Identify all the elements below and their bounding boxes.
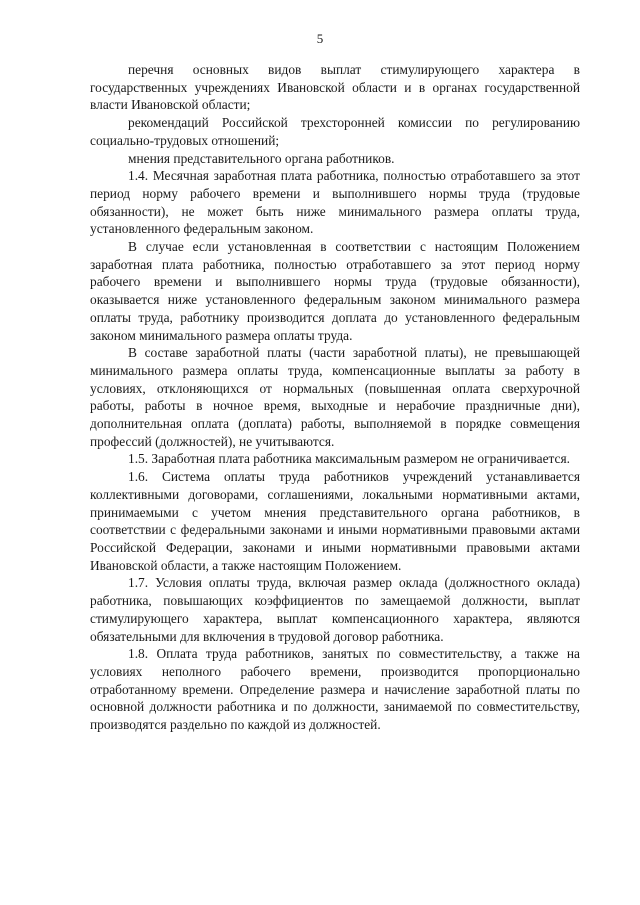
- page-number: 5: [316, 31, 324, 46]
- paragraph: В составе заработной платы (части заработной платы), не превышающей минимального размера оплаты труда, компенсационные выплаты за работу в условиях, отклоняющихся от нормальных (повышенная оплата сверхурочной работы, работы в ночное время, выходные и нерабочие праздничные дни), дополнительная оплата (доплата) работы, выполняемой в порядке совмещения профессий (должностей), не учитываются.: [90, 345, 580, 449]
- paragraph: мнения представительного органа работников.: [128, 150, 395, 166]
- paragraph: 1.8. Оплата труда работников, занятых по совместительству, а также на условиях неполного рабочего времени, производится пропорционально отработанному времени. Определение размера и начисление заработной платы по основной должности работника и по должности, занимаемой по совместительству, производятся раздельно по каждой из должностей.: [90, 646, 580, 733]
- paragraph: 1.6. Система оплаты труда работников учреждений устанавливается коллективными договорами, соглашениями, локальными нормативными актами, принимаемыми с учетом мнения представительного органа работников, в соответствии с федеральными законами и иными нормативными правовыми актами Российской Федерации, законами и иными нормативными правовыми актами Ивановской области, а также настоящим Положением.: [90, 469, 580, 573]
- paragraph: 1.5. Заработная плата работника максимальным размером не ограничивается.: [128, 451, 570, 467]
- paragraph: 1.4. Месячная заработная плата работника, полностью отработавшего за этот период норму рабочего времени и выполнившего нормы труда (трудовые обязанности), не может быть ниже минимального размера оплаты труда, установленного федеральным законом.: [90, 168, 580, 237]
- paragraph: 1.7. Условия оплаты труда, включая размер оклада (должностного оклада) работника, повышающих коэффициентов по замещаемой должности, выплат стимулирующего характера, выплат компенсационного характера, являются обязательными для включения в трудовой договор работника.: [90, 575, 580, 644]
- paragraph: перечня основных видов выплат стимулирующего характера в государственных учреждениях Ивановской области и в органах государственной власти Ивановской области;: [90, 62, 580, 113]
- paragraph: рекомендаций Российской трехсторонней комиссии по регулированию социально-трудовых отношений;: [90, 115, 580, 148]
- paragraph: В случае если установленная в соответствии с настоящим Положением заработная плата работника, полностью отработавшего за этот период норму рабочего времени и выполнившего нормы труда (трудовые обязанности), оказывается ниже установленного федеральным законом минимального размера оплаты труда, работнику производится доплата до установленного федеральным законом минимального размера оплаты труда.: [90, 239, 580, 343]
- document-body: [90, 61, 580, 734]
